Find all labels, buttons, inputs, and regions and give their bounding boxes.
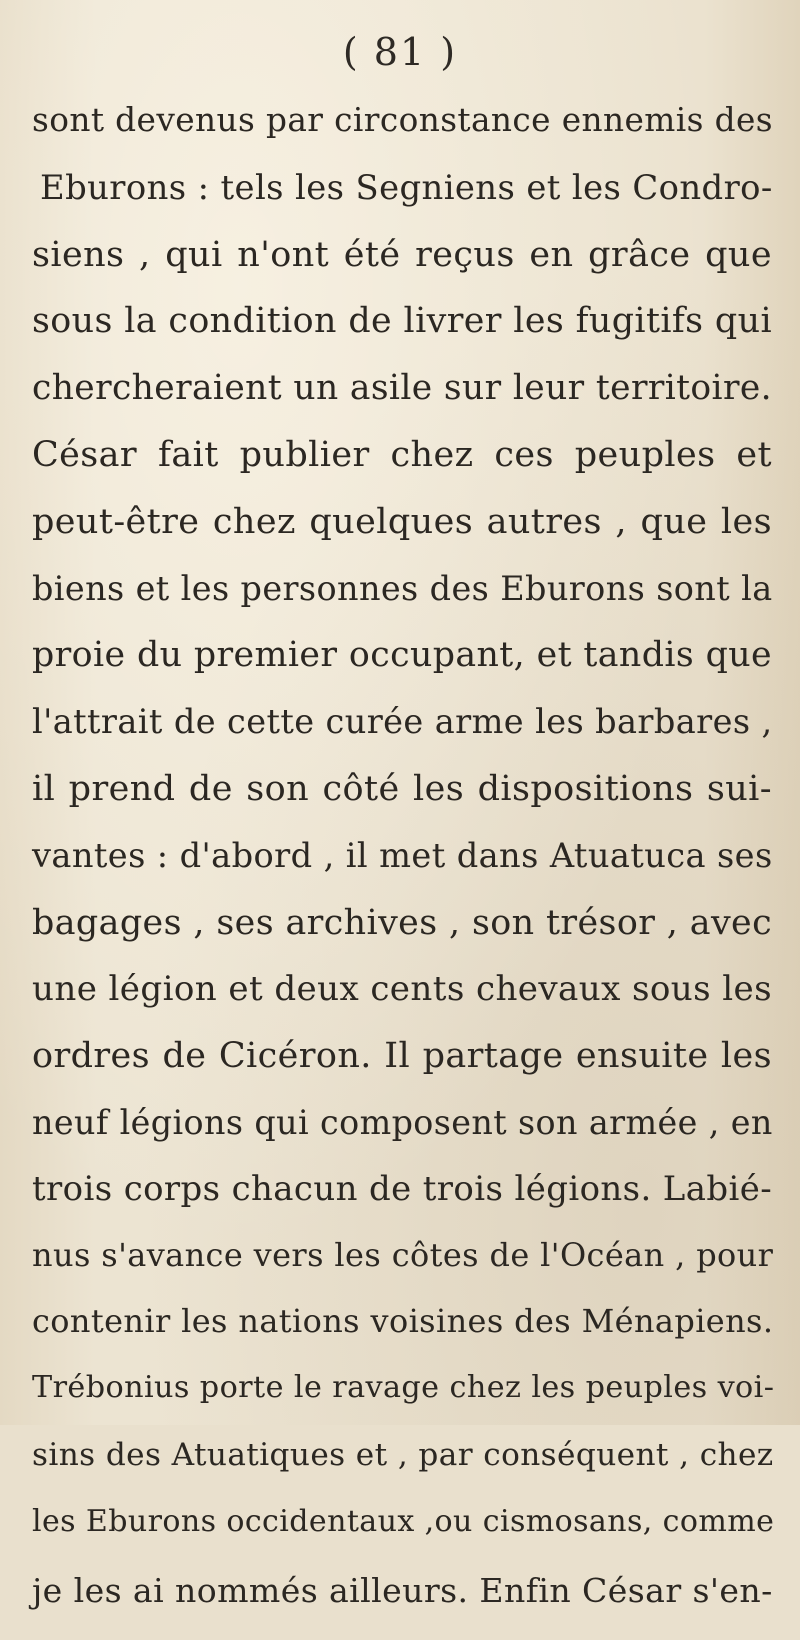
text-line: je les ai nommés ailleurs. Enfin César s'en- (32, 1570, 773, 1610)
text-line: César fait publier chez ces peuples et (32, 434, 772, 475)
page-number: ( 81 ) (342, 30, 458, 74)
text-line: une légion et deux cents chevaux sous les (32, 969, 772, 1010)
text-line: vantes : d'abord , il met dans Atuatuca ses (32, 835, 773, 875)
text-line: ordres de Cicéron. Il partage ensuite les (32, 1036, 772, 1077)
text-line: sont devenus par circonstance ennemis des (32, 101, 773, 139)
text-line: siens , qui n'ont été reçus en grâce que (32, 234, 772, 275)
text-line: proie du premier occupant, et tandis que (32, 635, 772, 676)
text-line: Trébonius porte le ravage chez les peuples voi- (32, 1370, 775, 1406)
text-line: il prend de son côté les dispositions sui- (32, 768, 772, 809)
body-text (32, 101, 775, 1640)
text-line: sous la condition de livrer les fugitifs qui (32, 301, 772, 342)
text-line: biens et les personnes des Eburons sont la (32, 568, 773, 608)
text-line: nus s'avance vers les côtes de l'Océan , pour (32, 1235, 774, 1274)
text-line: sins des Atuatiques et , par conséquent , chez (32, 1436, 774, 1473)
text-line: bagages , ses archives , son trésor , avec (32, 902, 773, 943)
text-line: trois corps chacun de trois légions. Labié- (32, 1169, 773, 1209)
text-line: Eburons : tels les Segniens et les Condro- (40, 167, 773, 207)
text-line: neuf légions qui composent son armée , en (32, 1102, 773, 1142)
text-line: contenir les nations voisines des Ménapiens. (32, 1302, 774, 1341)
text-line: peut-être chez quelques autres , que les (32, 501, 772, 542)
text-line: l'attrait de cette curée arme les barbares , (32, 702, 773, 742)
text-line: chercheraient un asile sur leur territoire. (32, 368, 772, 409)
text-line: les Eburons occidentaux ,ou cismosans, comme (32, 1503, 775, 1539)
